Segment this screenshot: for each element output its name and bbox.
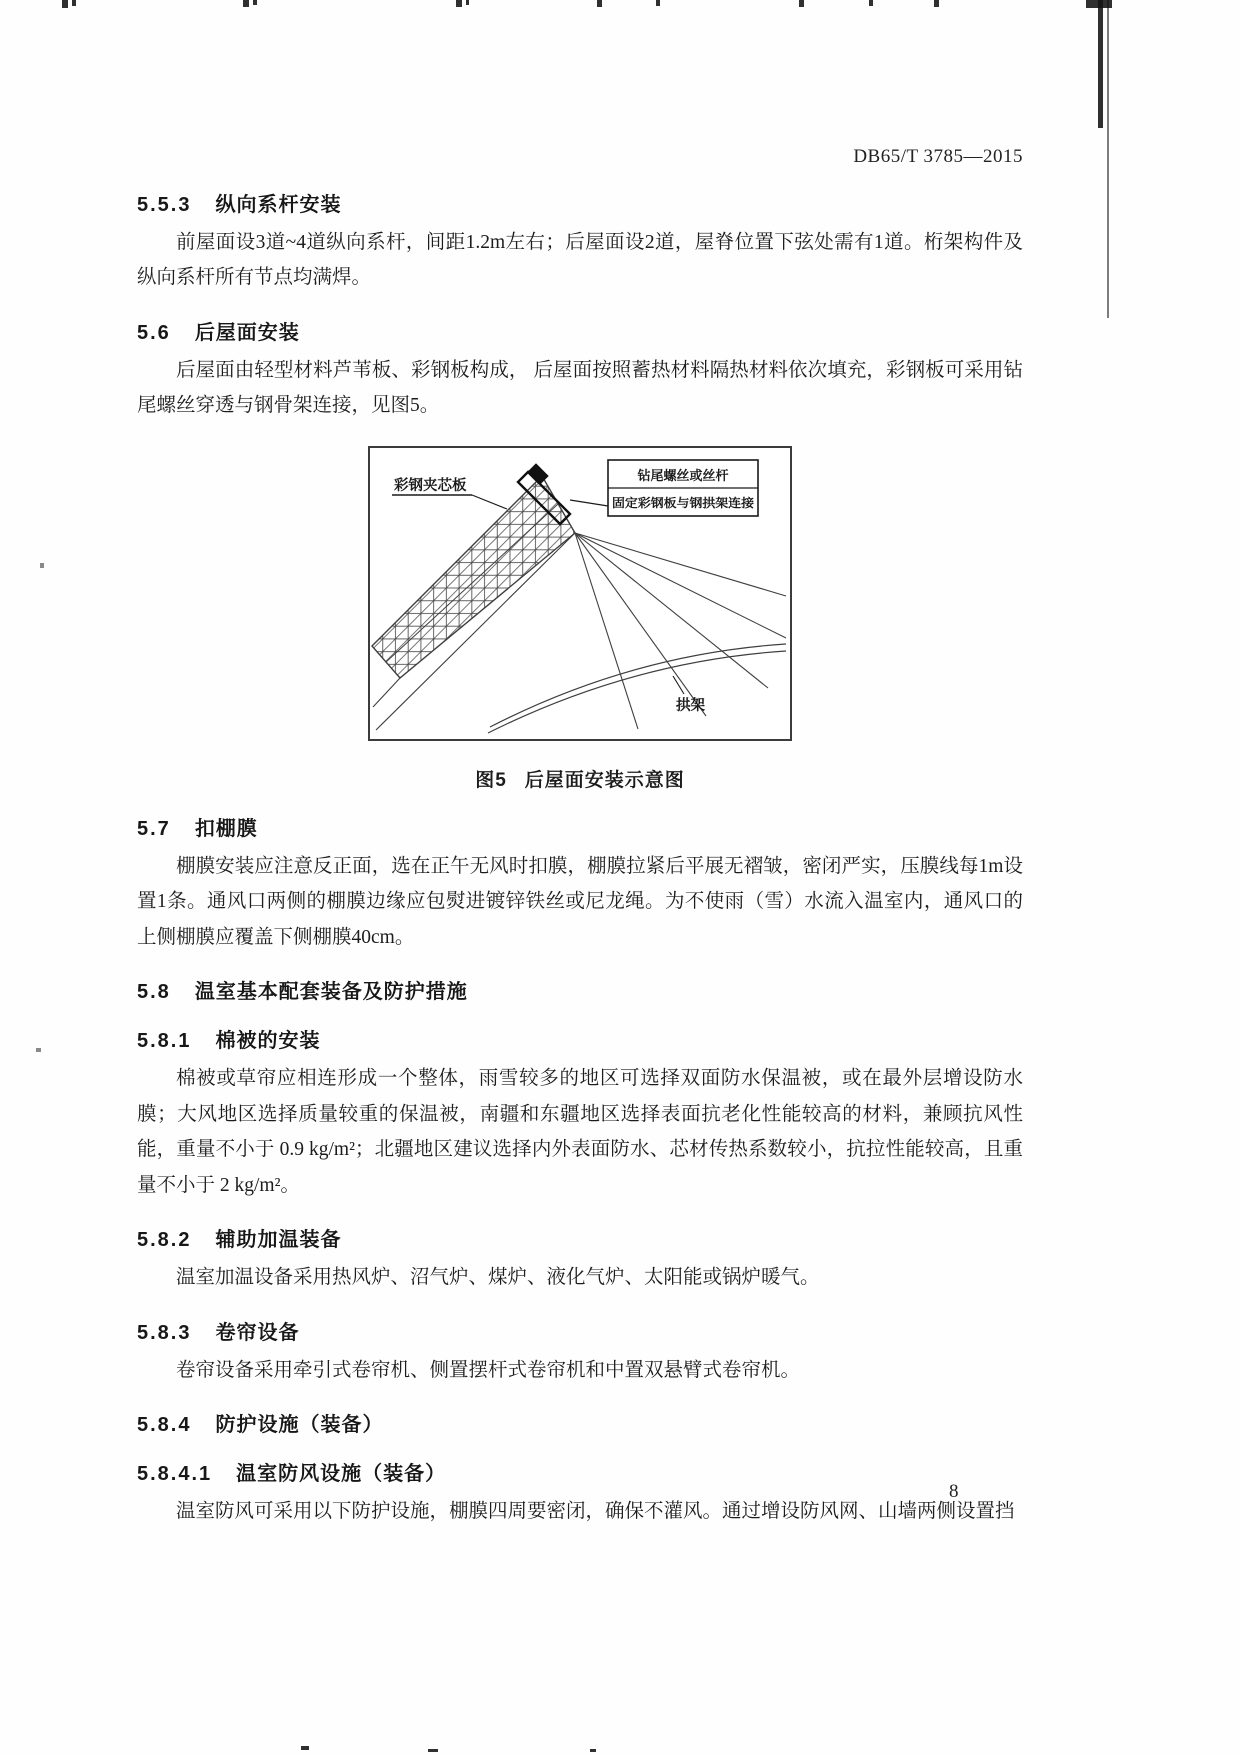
heading-number: 5.8.2 xyxy=(137,1229,192,1252)
heading-5-8-4-1 xyxy=(137,1457,1023,1486)
arch-curve xyxy=(488,644,786,733)
heading-number: 5.8 xyxy=(137,981,171,1004)
figure-caption-number: 图5 xyxy=(475,769,507,791)
scanner-artifact xyxy=(1107,0,1109,318)
heading-number: 5.8.1 xyxy=(137,1030,192,1053)
heading-number: 5.8.4 xyxy=(137,1414,192,1437)
scanner-artifact xyxy=(1098,0,1103,128)
scanner-artifact xyxy=(301,1746,309,1750)
heading-title: 扣棚膜 xyxy=(194,817,258,840)
para-5-7: 棚膜安装应注意反正面，选在正午无风时扣膜，棚膜拉紧后平展无褶皱，密闭严实，压膜线每1m设置1条。通风口两侧的棚膜边缘应包熨进镀锌铁丝或尼龙绳。为不使雨（雪）水流入温室内，通风口的上侧棚膜应覆盖下侧棚膜40cm。 xyxy=(137,855,1023,948)
heading-number: 5.6 xyxy=(137,321,171,344)
roof-diagram-svg xyxy=(370,448,790,734)
label-panel xyxy=(392,476,507,509)
heading-title: 温室防风设施（装备） xyxy=(236,1463,447,1486)
label-arch xyxy=(673,676,705,714)
scanner-artifact xyxy=(243,0,249,7)
scanner-artifact xyxy=(590,1749,596,1752)
scanner-artifact xyxy=(428,1749,438,1752)
scanner-artifact xyxy=(869,0,873,6)
heading-number: 5.8.3 xyxy=(137,1321,192,1344)
heading-5-7 xyxy=(137,812,1023,841)
para-5-5-3: 前屋面设3道~4道纵向系杆，间距1.2m左右；后屋面设2道，屋脊位置下弦处需有1道。桁架构件及纵向系杆所有节点均满焊。 xyxy=(137,232,1023,289)
para-5-8-2: 温室加温设备采用热风炉、沼气炉、煤炉、液化气炉、太阳能或锅炉暖气。 xyxy=(176,1267,820,1289)
heading-5-8-1 xyxy=(137,1024,1023,1053)
heading-5-8-3 xyxy=(137,1316,1023,1345)
heading-title: 后屋面安装 xyxy=(194,321,300,344)
figure-caption xyxy=(137,765,1023,792)
scanner-artifact xyxy=(36,1048,41,1052)
page-number: 8 xyxy=(949,1481,959,1502)
heading-title: 卷帘设备 xyxy=(215,1321,300,1344)
para-5-6: 后屋面由轻型材料芦苇板、彩钢板构成， 后屋面按照蓄热材料隔热材料依次填充，彩钢板可采用钻尾螺丝穿透与钢骨架连接，见图5。 xyxy=(137,359,1023,417)
heading-title: 棉被的安装 xyxy=(215,1030,321,1053)
label-screw-line2: 固定彩钢板与钢拱架连接 xyxy=(612,495,745,510)
scanner-artifact xyxy=(72,0,76,6)
heading-number: 5.7 xyxy=(137,817,171,840)
scanner-artifact xyxy=(656,0,660,6)
doc-number: DB65/T 3785—2015 xyxy=(853,146,1023,167)
heading-number: 5.5.3 xyxy=(137,194,192,216)
heading-number: 5.8.4.1 xyxy=(137,1463,213,1486)
scanner-artifact xyxy=(597,0,602,7)
scanner-artifact xyxy=(62,0,68,8)
panel-lattice xyxy=(372,476,575,678)
heading-5-8 xyxy=(137,975,1023,1004)
label-screw-box xyxy=(570,460,758,516)
heading-title: 防护设施（装备） xyxy=(215,1414,384,1437)
panel-chord xyxy=(386,504,558,662)
scanner-artifact xyxy=(799,0,804,7)
scanner-artifact xyxy=(40,563,44,568)
scanner-artifact xyxy=(934,0,939,7)
heading-title: 纵向系杆安装 xyxy=(215,194,342,216)
heading-5-8-2 xyxy=(137,1223,1023,1252)
heading-title: 辅助加温装备 xyxy=(215,1229,342,1252)
para-5-8-3: 卷帘设备采用牵引式卷帘机、侧置摆杆式卷帘机和中置双悬臂式卷帘机。 xyxy=(176,1359,801,1381)
scanner-artifact xyxy=(456,0,462,7)
heading-5-6 xyxy=(137,316,1023,345)
figure-caption-title: 后屋面安装示意图 xyxy=(524,769,685,791)
roof-diagram xyxy=(368,446,792,741)
label-panel-text: 彩钢夹芯板 xyxy=(394,477,467,494)
label-arch-text: 拱架 xyxy=(676,697,705,714)
scanner-artifact xyxy=(253,0,257,5)
label-screw-line1: 钻尾螺丝或丝杆 xyxy=(637,467,729,483)
heading-5-8-4 xyxy=(137,1408,1023,1437)
heading-title: 温室基本配套装备及防护措施 xyxy=(194,981,468,1004)
para-5-8-1: 棉被或草帘应相连形成一个整体，雨雪较多的地区可选择双面防水保温被，或在最外层增设防水膜；大风地区选择质量较重的保温被，南疆和东疆地区选择表面抗老化性能较高的材料，兼顾抗风性能，重量不小于 0.9 kg/m²；北疆地区建议选择内外表面防水、芯材传热系数较小，抗拉性能较高，且重量不小于 2 kg/m²。 xyxy=(137,1068,1023,1196)
page-content xyxy=(137,146,1023,1540)
para-5-8-4-1: 温室防风可采用以下防护设施，棚膜四周要密闭，确保不灌风。通过增设防风网、山墙两侧设置挡 xyxy=(176,1501,1015,1523)
heading-5-5-3 xyxy=(137,188,1023,217)
scanner-artifact xyxy=(466,0,469,5)
